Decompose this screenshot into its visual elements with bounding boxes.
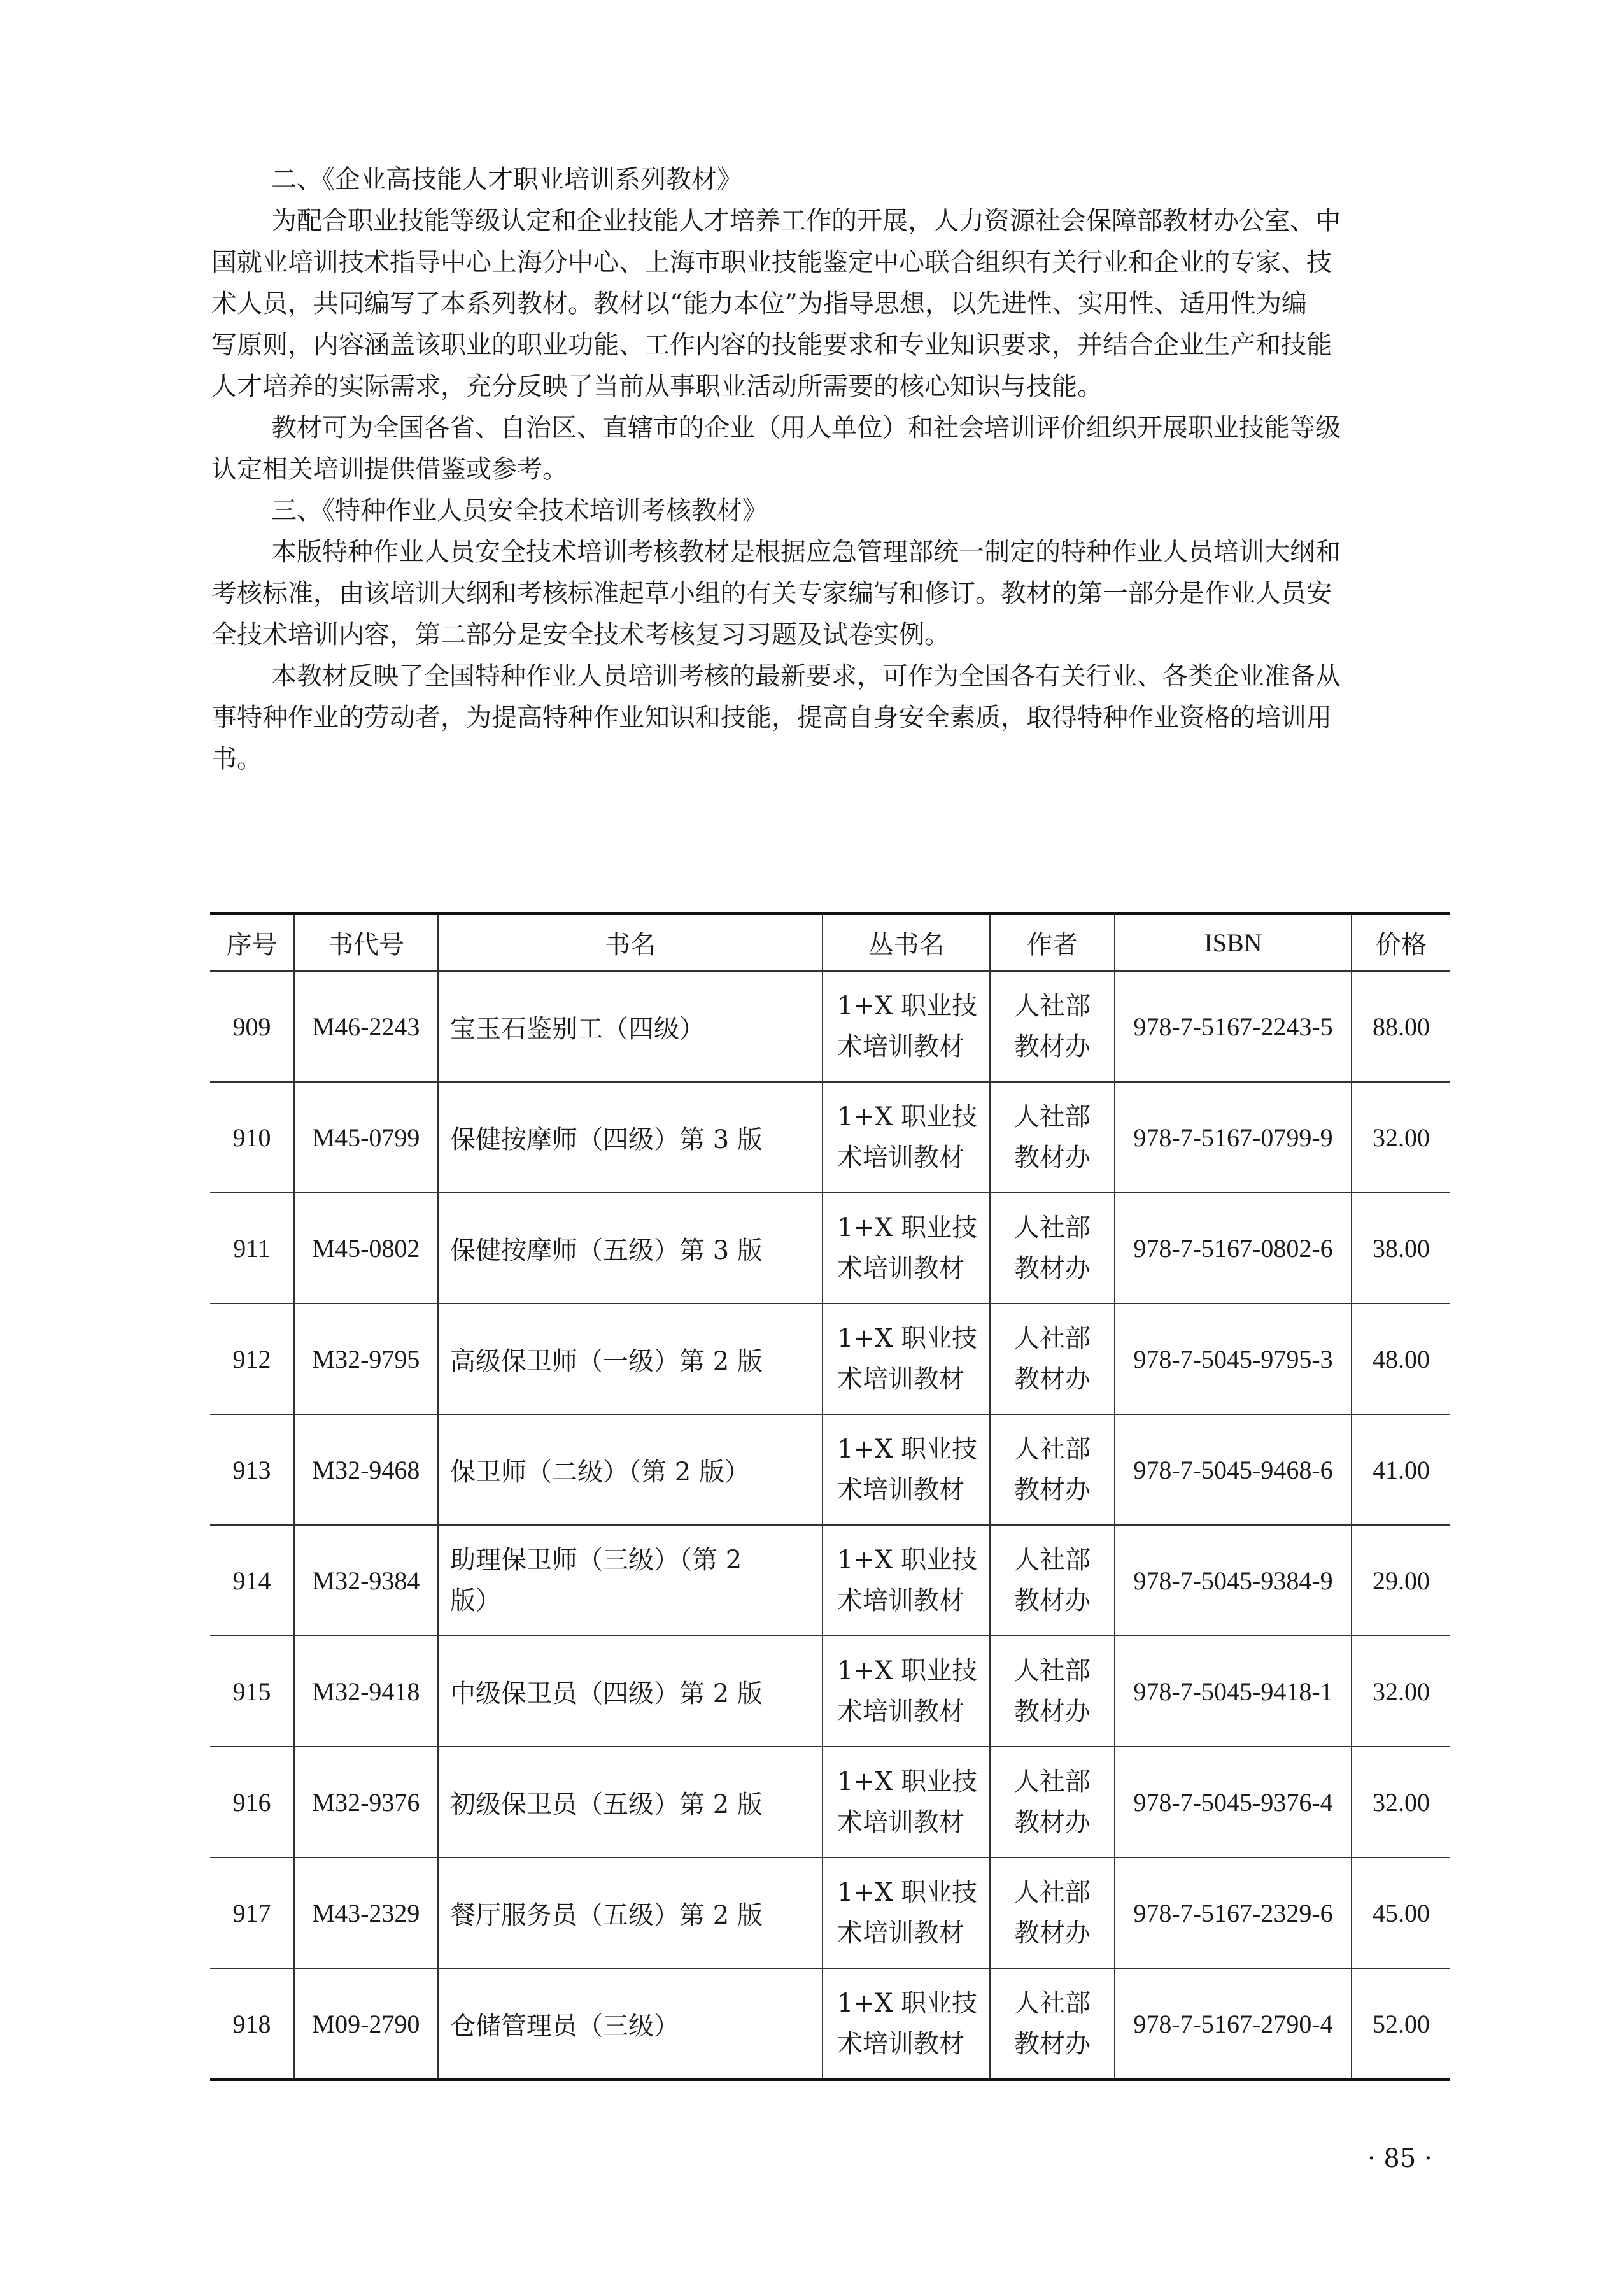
cell-price: 32.00 <box>1352 1082 1450 1193</box>
cell-line: 中级保卫员（四级）第 2 版 <box>450 1679 763 1708</box>
cell-line: 教材办 <box>1014 1475 1091 1505</box>
cell-line: 人社部 <box>1014 1213 1091 1242</box>
cell-line: 1+X 职业技 <box>837 1767 978 1796</box>
cell-no: 916 <box>210 1747 294 1857</box>
cell-author <box>990 1303 1115 1414</box>
text-line: 三、《特种作业人员安全技术培训考核教材》 <box>271 496 768 525</box>
cell-line: 保健按摩师（五级）第 3 版 <box>450 1235 763 1265</box>
cell-line: 人社部 <box>1014 1989 1091 2018</box>
body-text <box>211 159 1448 780</box>
table-row <box>210 1303 1450 1414</box>
table-row <box>210 1193 1450 1303</box>
cell-isbn: 978-7-5045-9418-1 <box>1115 1636 1352 1747</box>
cell-series <box>823 971 990 1082</box>
cell-title <box>438 1968 823 2080</box>
header-title: 书名 <box>438 914 823 971</box>
header-series: 丛书名 <box>823 914 990 971</box>
cell-line: 术培训教材 <box>837 1697 964 1726</box>
cell-code: M32-9418 <box>294 1636 438 1747</box>
paragraph <box>211 408 1448 490</box>
table-row <box>210 1747 1450 1857</box>
page-number: · 85 · <box>1367 2144 1432 2173</box>
cell-title <box>438 1082 823 1193</box>
cell-line: 保健按摩师（四级）第 3 版 <box>450 1125 763 1154</box>
header-code: 书代号 <box>294 914 438 971</box>
cell-author <box>990 1414 1115 1525</box>
text-line: 本教材反映了全国特种作业人员培训考核的最新要求，可作为全国各有关行业、各类企业准备从 <box>271 662 1341 691</box>
cell-no: 914 <box>210 1525 294 1636</box>
cell-no: 917 <box>210 1857 294 1968</box>
cell-price: 48.00 <box>1352 1303 1450 1414</box>
cell-price: 32.00 <box>1352 1747 1450 1857</box>
cell-code: M43-2329 <box>294 1857 438 1968</box>
cell-code: M45-0799 <box>294 1082 438 1193</box>
cell-line: 教材办 <box>1014 1254 1091 1283</box>
cell-line: 1+X 职业技 <box>837 1435 978 1464</box>
cell-code: M32-9795 <box>294 1303 438 1414</box>
cell-price: 52.00 <box>1352 1968 1450 2080</box>
book-table <box>210 912 1450 2081</box>
text-line: 教材可为全国各省、自治区、直辖市的企业（用人单位）和社会培训评价组织开展职业技能等级 <box>271 413 1341 443</box>
header-no: 序号 <box>210 914 294 971</box>
cell-series <box>823 1857 990 1968</box>
cell-no: 909 <box>210 971 294 1082</box>
text-line: 二、《企业高技能人才职业培训系列教材》 <box>271 165 742 194</box>
cell-author <box>990 1636 1115 1747</box>
cell-line: 术培训教材 <box>837 1808 964 1837</box>
cell-line: 宝玉石鉴别工（四级） <box>450 1014 705 1044</box>
cell-line: 高级保卫师（一级）第 2 版 <box>450 1346 763 1376</box>
cell-line: 术培训教材 <box>837 1586 964 1615</box>
cell-line: 术培训教材 <box>837 1143 964 1172</box>
cell-line: 人社部 <box>1014 991 1091 1021</box>
cell-line: 术培训教材 <box>837 1475 964 1505</box>
text-line: 本版特种作业人员安全技术培训考核教材是根据应急管理部统一制定的特种作业人员培训大纲和 <box>271 537 1341 567</box>
cell-author <box>990 971 1115 1082</box>
cell-line: 仓储管理员（三级） <box>450 2011 679 2041</box>
cell-line: 保卫师（二级）（第 2 版） <box>450 1457 750 1487</box>
cell-price: 29.00 <box>1352 1525 1450 1636</box>
header-isbn: ISBN <box>1115 914 1352 971</box>
cell-series <box>823 1303 990 1414</box>
table-row <box>210 1968 1450 2080</box>
paragraph <box>211 159 1448 201</box>
cell-price: 45.00 <box>1352 1857 1450 1968</box>
cell-author <box>990 1193 1115 1303</box>
cell-title <box>438 1525 823 1636</box>
cell-line: 1+X 职业技 <box>837 1878 978 1907</box>
text-line: 考核标准，由该培训大纲和考核标准起草小组的有关专家编写和修订。教材的第一部分是作业人员安 <box>211 579 1332 608</box>
table-row <box>210 1525 1450 1636</box>
cell-line: 1+X 职业技 <box>837 1656 978 1686</box>
cell-line: 人社部 <box>1014 1545 1091 1575</box>
cell-line: 版） <box>450 1586 501 1615</box>
cell-series <box>823 1636 990 1747</box>
cell-line: 教材办 <box>1014 1365 1091 1394</box>
cell-series <box>823 1525 990 1636</box>
cell-author <box>990 1747 1115 1857</box>
cell-line: 1+X 职业技 <box>837 1102 978 1132</box>
table-row <box>210 1082 1450 1193</box>
cell-author <box>990 1968 1115 2080</box>
cell-code: M32-9376 <box>294 1747 438 1857</box>
cell-isbn: 978-7-5167-2329-6 <box>1115 1857 1352 1968</box>
cell-line: 1+X 职业技 <box>837 991 978 1021</box>
cell-line: 餐厅服务员（五级）第 2 版 <box>450 1900 763 1930</box>
table-row <box>210 1414 1450 1525</box>
cell-line: 1+X 职业技 <box>837 1213 978 1242</box>
cell-line: 人社部 <box>1014 1878 1091 1907</box>
cell-isbn: 978-7-5167-0802-6 <box>1115 1193 1352 1303</box>
cell-no: 911 <box>210 1193 294 1303</box>
cell-title <box>438 1636 823 1747</box>
text-line: 写原则，内容涵盖该职业的职业功能、工作内容的技能要求和专业知识要求，并结合企业生产和技能 <box>211 330 1332 360</box>
cell-series <box>823 1193 990 1303</box>
cell-title <box>438 971 823 1082</box>
cell-no: 910 <box>210 1082 294 1193</box>
cell-code: M32-9468 <box>294 1414 438 1525</box>
cell-line: 1+X 职业技 <box>837 1545 978 1575</box>
cell-line: 术培训教材 <box>837 1365 964 1394</box>
cell-isbn: 978-7-5045-9468-6 <box>1115 1414 1352 1525</box>
cell-series <box>823 1414 990 1525</box>
cell-line: 初级保卫员（五级）第 2 版 <box>450 1789 763 1819</box>
cell-isbn: 978-7-5167-0799-9 <box>1115 1082 1352 1193</box>
cell-line: 术培训教材 <box>837 1919 964 1948</box>
cell-author <box>990 1525 1115 1636</box>
cell-line: 术培训教材 <box>837 1254 964 1283</box>
cell-line: 人社部 <box>1014 1656 1091 1686</box>
cell-title <box>438 1747 823 1857</box>
text-line: 认定相关培训提供借鉴或参考。 <box>211 455 568 484</box>
cell-line: 术培训教材 <box>837 2029 964 2059</box>
paragraph <box>211 656 1448 780</box>
cell-code: M32-9384 <box>294 1525 438 1636</box>
paragraph <box>211 490 1448 532</box>
cell-line: 教材办 <box>1014 1697 1091 1726</box>
cell-series <box>823 1968 990 2080</box>
cell-code: M09-2790 <box>294 1968 438 2080</box>
cell-isbn: 978-7-5045-9376-4 <box>1115 1747 1352 1857</box>
header-price: 价格 <box>1352 914 1450 971</box>
cell-author <box>990 1082 1115 1193</box>
cell-series <box>823 1082 990 1193</box>
cell-isbn: 978-7-5167-2243-5 <box>1115 971 1352 1082</box>
text-line: 为配合职业技能等级认定和企业技能人才培养工作的开展，人力资源社会保障部教材办公室、中 <box>271 206 1341 236</box>
cell-price: 88.00 <box>1352 971 1450 1082</box>
cell-line: 术培训教材 <box>837 1032 964 1061</box>
cell-line: 人社部 <box>1014 1767 1091 1796</box>
text-line: 人才培养的实际需求，充分反映了当前从事职业活动所需要的核心知识与技能。 <box>211 372 1103 401</box>
cell-line: 人社部 <box>1014 1102 1091 1132</box>
cell-line: 教材办 <box>1014 1586 1091 1615</box>
table-row <box>210 1636 1450 1747</box>
table-row <box>210 1857 1450 1968</box>
text-line: 全技术培训内容，第二部分是安全技术考核复习习题及试卷实例。 <box>211 620 950 650</box>
cell-price: 38.00 <box>1352 1193 1450 1303</box>
cell-title <box>438 1193 823 1303</box>
cell-title <box>438 1414 823 1525</box>
cell-code: M46-2243 <box>294 971 438 1082</box>
text-line: 国就业培训技术指导中心上海分中心、上海市职业技能鉴定中心联合组织有关行业和企业的专家、技 <box>211 248 1332 277</box>
cell-title <box>438 1303 823 1414</box>
cell-no: 913 <box>210 1414 294 1525</box>
cell-line: 1+X 职业技 <box>837 1989 978 2018</box>
table-row <box>210 971 1450 1082</box>
cell-price: 41.00 <box>1352 1414 1450 1525</box>
text-line: 书。 <box>211 744 262 774</box>
paragraph <box>211 201 1448 408</box>
cell-title <box>438 1857 823 1968</box>
cell-line: 教材办 <box>1014 1032 1091 1061</box>
table-header-row <box>210 914 1450 971</box>
cell-line: 教材办 <box>1014 2029 1091 2059</box>
cell-line: 教材办 <box>1014 1143 1091 1172</box>
cell-code: M45-0802 <box>294 1193 438 1303</box>
cell-author <box>990 1857 1115 1968</box>
header-author: 作者 <box>990 914 1115 971</box>
cell-no: 912 <box>210 1303 294 1414</box>
cell-line: 教材办 <box>1014 1919 1091 1948</box>
paragraph <box>211 532 1448 656</box>
cell-line: 人社部 <box>1014 1324 1091 1353</box>
cell-no: 918 <box>210 1968 294 2080</box>
text-line: 事特种作业的劳动者，为提高特种作业知识和技能，提高自身安全素质，取得特种作业资格的培训用 <box>211 703 1332 732</box>
cell-line: 1+X 职业技 <box>837 1324 978 1353</box>
cell-line: 助理保卫师（三级）（第 2 <box>450 1545 742 1575</box>
text-line: 术人员，共同编写了本系列教材。教材以“能力本位”为指导思想，以先进性、实用性、适用性为编 <box>211 289 1307 318</box>
cell-line: 教材办 <box>1014 1808 1091 1837</box>
cell-isbn: 978-7-5045-9795-3 <box>1115 1303 1352 1414</box>
cell-series <box>823 1747 990 1857</box>
cell-isbn: 978-7-5045-9384-9 <box>1115 1525 1352 1636</box>
cell-no: 915 <box>210 1636 294 1747</box>
cell-isbn: 978-7-5167-2790-4 <box>1115 1968 1352 2080</box>
cell-line: 人社部 <box>1014 1435 1091 1464</box>
cell-price: 32.00 <box>1352 1636 1450 1747</box>
